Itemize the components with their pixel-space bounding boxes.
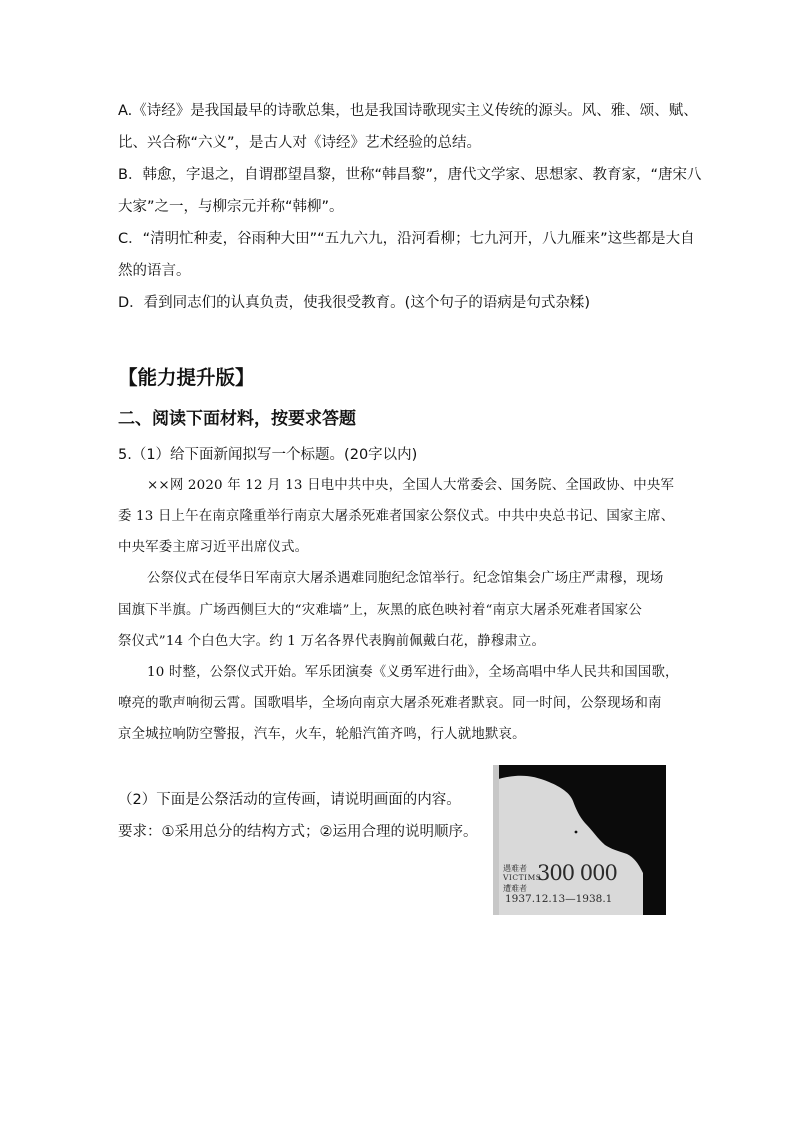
news-para-3-line-3: 京全城拉响防空警报，汽车，火车，轮船汽笛齐鸣，行人就地默哀。 [118,727,526,742]
news-para-2-line-3: 祭仪式”14 个白色大字。约 1 万名各界代表胸前佩戴白花，静穆肃立。 [118,634,546,649]
news-para-1-line-2: 委 13 日上午在南京隆重举行南京大屠杀死难者国家公祭仪式。中共中央总书记、国家主席、 [118,509,675,524]
question-5-2: （2）下面是公祭活动的宣传画，请说明画面的内容。 [118,792,461,808]
memorial-poster-image [493,765,666,915]
poster-victims-number: 300 000 [537,861,617,885]
poster-label-en: VICTIMS [503,873,542,882]
poster-dates: 1937.12.13—1938.1 [505,893,613,905]
news-para-3-line-2: 嘹亮的歌声响彻云霄。国歌唱毕，全场向南京大屠杀死难者默哀。同一时间，公祭现场和南 [118,696,662,711]
option-d-line-1: D．看到同志们的认真负责，使我很受教育。(这个句子的语病是句式杂糅) [118,295,590,311]
left-edge-strip [493,765,499,915]
tear-drop [575,831,578,834]
option-b-line-2: 大家”之一，与柳宗元并称“韩柳”。 [118,199,344,215]
option-b-line-1: B．韩愈，字退之，自谓郡望昌黎，世称“韩昌黎”，唐代文学家、思想家、教育家，“唐宋八 [118,167,702,183]
part-title: 二、阅读下面材料，按要求答题 [118,409,356,429]
news-para-1-line-1: ××网 2020 年 12 月 13 日电中共中央，全国人大常委会、国务院、全国政协、中央军 [147,478,675,493]
news-para-3-line-1: 10 时整，公祭仪式开始。军乐团演奏《义勇军进行曲》，全场高唱中华人民共和国国歌， [147,665,679,680]
section-title: 【能力提升版】 [118,366,255,389]
option-c-line-1: C．“清明忙种麦，谷雨种大田”“五九六九，沿河看柳；七九河开，八九雁来”这些都是大自 [118,231,695,247]
news-para-2-line-1: 公祭仪式在侵华日军南京大屠杀遇难同胞纪念馆举行。纪念馆集会广场庄严肃穆，现场 [147,571,664,586]
poster-label-jp: 遭难者 [503,884,527,893]
option-a-line-1: A.《诗经》是我国最早的诗歌总集，也是我国诗歌现实主义传统的源头。风、雅、颂、赋、 [118,103,698,119]
option-c-line-2: 然的语言。 [118,263,191,279]
question-5-1: 5.（1）给下面新闻拟写一个标题。(20字以内) [118,447,418,463]
option-a-line-2: 比、兴合称“六义”，是古人对《诗经》艺术经验的总结。 [118,135,482,151]
news-para-2-line-2: 国旗下半旗。广场西侧巨大的“灾难墙”上，灰黑的底色映衬着“南京大屠杀死难者国家公 [118,603,642,618]
requirement: 要求：①采用总分的结构方式；②运用合理的说明顺序。 [118,824,478,840]
news-para-1-line-3: 中央军委主席习近平出席仪式。 [118,540,309,555]
poster-label-zh: 遇难者 [503,864,527,873]
